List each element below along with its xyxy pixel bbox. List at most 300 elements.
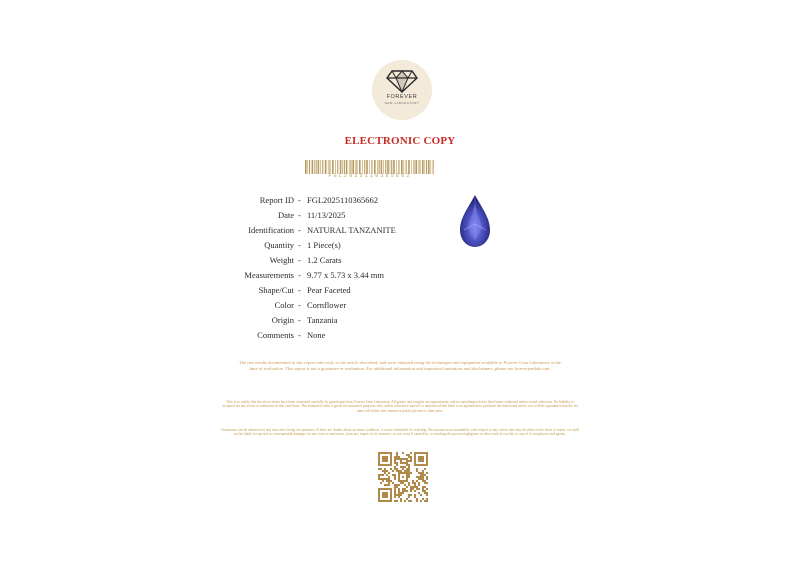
barcode-bar: [316, 160, 317, 174]
qr-module: [384, 478, 386, 480]
label-shape-cut: Shape/Cut: [258, 285, 294, 295]
separator: -: [298, 240, 301, 250]
qr-module: [422, 490, 424, 492]
barcode-bar: [328, 160, 329, 174]
value-measurements: 9.77 x 5.73 x 3.44 mm: [307, 270, 384, 280]
barcode-bar: [377, 160, 378, 174]
qr-module: [400, 492, 402, 494]
label-color: Color: [274, 300, 294, 310]
qr-module: [414, 486, 416, 488]
qr-module: [406, 454, 408, 456]
row-weight: [200, 255, 460, 270]
qr-module: [390, 480, 392, 482]
qr-module: [394, 474, 396, 476]
row-shape-cut: [200, 285, 460, 300]
barcode-bar: [431, 160, 432, 174]
qr-module: [396, 494, 398, 496]
qr-module: [420, 474, 422, 476]
qr-module: [400, 498, 402, 500]
qr-module: [414, 494, 416, 496]
qr-module: [420, 500, 422, 502]
row-origin: [200, 315, 460, 330]
qr-module: [384, 472, 386, 474]
qr-module: [408, 472, 410, 474]
row-report-id: [200, 195, 460, 210]
qr-module: [408, 482, 410, 484]
barcode-bar: [346, 160, 348, 174]
barcode-bar: [419, 160, 420, 174]
barcode-bar: [390, 160, 391, 174]
barcode-bar: [401, 160, 403, 174]
barcode-bar: [393, 160, 395, 174]
barcode-bar: [383, 160, 384, 174]
qr-module: [398, 458, 400, 460]
disclaimer-liability: Gemstones can be enhanced at any time after living our premises. If there are doubts about an items condition, it can be submitted for retesting. We assume no accountability with respect to any action that may be taken on the basis of report, we shall not be liable for special or consequential damages for any error or omissions, from any report for its issuance, or use, even if caused by, or resulting the proven negligence or other fault of our lab, or any of its employees and agents.: [220, 428, 580, 437]
qr-module: [418, 482, 420, 484]
qr-module: [402, 476, 404, 478]
label-comments: Comments: [257, 330, 294, 340]
qr-module: [404, 500, 406, 502]
qr-module: [404, 466, 406, 468]
qr-module: [382, 480, 384, 482]
barcode-bar: [335, 160, 336, 174]
barcode-bar: [396, 160, 397, 174]
barcode-bar: [320, 160, 321, 174]
qr-module: [408, 494, 410, 496]
qr-module: [408, 500, 410, 502]
qr-module: [416, 486, 418, 488]
qr-module: [384, 470, 386, 472]
qr-module: [382, 456, 388, 462]
qr-module: [396, 454, 398, 456]
qr-module: [402, 482, 404, 484]
qr-module: [396, 484, 398, 486]
qr-module: [388, 482, 390, 484]
qr-module: [400, 466, 402, 468]
qr-module: [416, 476, 418, 478]
qr-module: [410, 490, 412, 492]
barcode-bar: [337, 160, 338, 174]
qr-module: [410, 472, 412, 474]
qr-module: [402, 468, 404, 470]
qr-module: [396, 464, 398, 466]
qr-module: [382, 470, 384, 472]
qr-module: [408, 454, 410, 456]
barcode-bar: [413, 160, 414, 174]
qr-module: [380, 478, 382, 480]
qr-module: [384, 484, 386, 486]
qr-module: [388, 480, 390, 482]
qr-module: [406, 468, 408, 470]
qr-module: [410, 456, 412, 458]
qr-module: [402, 490, 404, 492]
barcode-bar: [425, 160, 426, 174]
qr-module: [406, 486, 408, 488]
qr-module: [394, 478, 396, 480]
value-shape-cut: Pear Faceted: [307, 285, 351, 295]
qr-module: [408, 464, 410, 466]
disclaimer-certification: This is to certify that the above items have been examined carefully by gemologist from Forever Gem Laboratory. All grades and weights are approximate, and no metallurgical tests have been conducted unless stated otherwise. No liability is accepted for any errors or omissions in this certificate. The estimated value is given for insurance purposes only, unless otherwise stated it is understood that there is an agreement to purchase the item listed above, nor will be a guarantee that the set item will realize this amount at public private or other sales.: [222, 400, 578, 413]
label-date: Date: [277, 210, 294, 220]
barcode-text: FGL2025110365662: [328, 173, 412, 179]
qr-module: [396, 456, 398, 458]
qr-module: [412, 480, 414, 482]
qr-module: [404, 458, 406, 460]
qr-module: [402, 488, 404, 490]
disclaimer-results: The test results documented in this report refer only to the article described, and were obtained using the techniques and equipment available to Forever Gem Laboratory at the time of evaluation. This report is not a guarantee or evaluation. For additional information and important limitations and disclaimers, please see foreverjemlab.com.: [239, 360, 561, 371]
value-report-id: FGL2025110365662: [307, 195, 378, 205]
qr-module: [408, 474, 410, 476]
qr-module: [418, 492, 420, 494]
qr-module: [396, 470, 398, 472]
qr-module: [422, 478, 424, 480]
qr-module: [388, 476, 390, 478]
barcode-bar: [415, 160, 417, 174]
qr-module: [410, 452, 412, 454]
qr-module: [386, 480, 388, 482]
qr-module: [398, 488, 400, 490]
lab-logo: [372, 60, 432, 120]
qr-module: [422, 488, 424, 490]
qr-module: [394, 458, 396, 460]
qr-module: [424, 490, 426, 492]
barcode-bar: [349, 160, 350, 174]
qr-module: [386, 478, 388, 480]
value-weight: 1.2 Carats: [307, 255, 342, 265]
qr-module: [416, 498, 418, 500]
barcode-bar: [374, 160, 376, 174]
tanzanite-pear-gem-icon: [458, 194, 492, 248]
qr-module: [394, 492, 396, 494]
value-comments: None: [307, 330, 326, 340]
qr-module: [410, 500, 412, 502]
separator: -: [298, 330, 301, 340]
qr-module: [422, 474, 424, 476]
qr-module: [414, 490, 416, 492]
qr-module: [394, 488, 396, 490]
qr-module: [408, 466, 410, 468]
qr-module: [416, 480, 418, 482]
barcode-bar: [344, 160, 345, 174]
barcode-bar: [342, 160, 343, 174]
separator: -: [298, 255, 301, 265]
barcode-bar: [308, 160, 309, 174]
barcode-bar: [364, 160, 365, 174]
qr-module: [416, 500, 418, 502]
qr-module: [410, 460, 412, 462]
qr-module: [380, 468, 382, 470]
qr-module: [424, 474, 426, 476]
qr-module: [394, 494, 396, 496]
value-quantity: 1 Piece(s): [307, 240, 341, 250]
qr-module: [392, 470, 394, 472]
qr-module: [406, 458, 408, 460]
qr-module: [396, 458, 398, 460]
qr-module: [394, 484, 396, 486]
qr-module: [392, 482, 394, 484]
qr-module: [398, 490, 400, 492]
qr-module: [378, 478, 380, 480]
qr-module: [424, 492, 426, 494]
qr-module: [394, 460, 396, 462]
barcode-bar: [325, 160, 327, 174]
barcode-bar: [422, 160, 424, 174]
qr-module: [406, 490, 408, 492]
qr-module: [394, 476, 396, 478]
barcode-bar: [305, 160, 307, 174]
qr-module: [382, 478, 384, 480]
qr-module: [400, 500, 402, 502]
qr-module: [380, 482, 382, 484]
logo-subtitle: GEM LABORATORY: [384, 101, 420, 105]
qr-module: [400, 470, 402, 472]
barcode-bar: [369, 160, 370, 174]
qr-module: [400, 460, 402, 462]
barcode-bar: [408, 160, 410, 174]
qr-module: [406, 498, 408, 500]
qr-module: [388, 472, 390, 474]
qr-module: [414, 482, 416, 484]
separator: -: [298, 300, 301, 310]
qr-module: [404, 484, 406, 486]
qr-code-icon[interactable]: [378, 452, 428, 502]
qr-module: [400, 482, 402, 484]
qr-module: [410, 486, 412, 488]
barcode-bar: [322, 160, 323, 174]
barcode-bar: [391, 160, 392, 174]
qr-module: [398, 496, 400, 498]
qr-module: [378, 474, 380, 476]
qr-module: [412, 488, 414, 490]
qr-module: [420, 476, 422, 478]
qr-module: [408, 460, 410, 462]
qr-module: [394, 456, 396, 458]
qr-module: [394, 490, 396, 492]
barcode-bar: [406, 160, 407, 174]
qr-module: [406, 462, 408, 464]
qr-module: [406, 470, 408, 472]
qr-module: [380, 474, 382, 476]
qr-module: [400, 462, 402, 464]
qr-module: [394, 468, 396, 470]
barcode-bar: [426, 160, 427, 174]
qr-module: [408, 456, 410, 458]
qr-module: [420, 478, 422, 480]
qr-module: [422, 476, 424, 478]
barcode-bar: [359, 160, 361, 174]
label-weight: Weight: [269, 255, 294, 265]
qr-module: [388, 484, 390, 486]
qr-module: [396, 462, 398, 464]
row-comments: [200, 330, 460, 345]
qr-module: [402, 492, 404, 494]
qr-module: [426, 482, 428, 484]
qr-module: [426, 476, 428, 478]
qr-module: [426, 492, 428, 494]
qr-module: [388, 478, 390, 480]
qr-module: [402, 452, 404, 454]
qr-module: [398, 492, 400, 494]
qr-module: [422, 498, 424, 500]
qr-module: [418, 472, 420, 474]
barcode-bar: [312, 160, 314, 174]
barcode-bar: [352, 160, 354, 174]
qr-module: [416, 488, 418, 490]
qr-module: [418, 456, 424, 462]
value-date: 11/13/2025: [307, 210, 346, 220]
qr-module: [386, 484, 388, 486]
qr-module: [386, 470, 388, 472]
qr-module: [418, 488, 420, 490]
barcode-bar: [350, 160, 351, 174]
separator: -: [298, 210, 301, 220]
qr-module: [410, 494, 412, 496]
qr-module: [426, 494, 428, 496]
barcode-bar: [355, 160, 356, 174]
qr-module: [408, 468, 410, 470]
barcode-bar: [381, 160, 383, 174]
barcode-bar: [356, 160, 357, 174]
qr-module: [404, 470, 406, 472]
qr-module: [410, 458, 412, 460]
qr-module: [416, 470, 418, 472]
diamond-icon: [386, 69, 418, 93]
barcode-bar: [332, 160, 334, 174]
qr-module: [412, 482, 414, 484]
qr-module: [378, 476, 380, 478]
qr-module: [394, 466, 396, 468]
qr-module: [408, 484, 410, 486]
separator: -: [298, 225, 301, 235]
qr-module: [386, 474, 388, 476]
qr-module: [406, 464, 408, 466]
qr-module: [426, 498, 428, 500]
barcode-bar: [404, 160, 405, 174]
qr-module: [420, 494, 422, 496]
qr-module: [398, 484, 400, 486]
qr-module: [396, 452, 398, 454]
barcode-bar: [362, 160, 363, 174]
barcode-bar: [433, 160, 434, 174]
qr-module: [394, 500, 396, 502]
qr-module: [424, 486, 426, 488]
separator: -: [298, 270, 301, 280]
qr-module: [396, 500, 398, 502]
qr-module: [402, 462, 404, 464]
qr-module: [378, 468, 380, 470]
barcode: [305, 160, 435, 174]
qr-module: [422, 480, 424, 482]
logo-brand: FOREVER: [386, 94, 418, 100]
qr-module: [392, 474, 394, 476]
qr-module: [418, 484, 420, 486]
label-origin: Origin: [271, 315, 294, 325]
qr-module: [396, 468, 398, 470]
qr-module: [394, 462, 396, 464]
barcode-bar: [340, 160, 342, 174]
qr-module: [410, 488, 412, 490]
qr-module: [420, 472, 422, 474]
qr-module: [408, 470, 410, 472]
label-report-id: Report ID: [259, 195, 294, 205]
row-measurements: [200, 270, 460, 285]
qr-module: [424, 482, 426, 484]
qr-module: [422, 472, 424, 474]
page-title: ELECTRONIC COPY: [344, 135, 456, 147]
qr-module: [390, 468, 392, 470]
qr-module: [398, 494, 400, 496]
row-quantity: [200, 240, 460, 255]
qr-module: [406, 460, 408, 462]
qr-module: [394, 496, 396, 498]
qr-module: [424, 500, 426, 502]
qr-module: [408, 496, 410, 498]
qr-module: [396, 486, 398, 488]
label-quantity: Quantity: [264, 240, 294, 250]
barcode-bar: [371, 160, 372, 174]
qr-module: [426, 500, 428, 502]
qr-module: [412, 486, 414, 488]
barcode-bar: [411, 160, 412, 174]
value-origin: Tanzania: [307, 315, 338, 325]
value-color: Cornflower: [307, 300, 347, 310]
value-identification: NATURAL TANZANITE: [307, 225, 396, 235]
qr-module: [414, 484, 416, 486]
barcode-bar: [366, 160, 368, 174]
qr-module: [402, 458, 404, 460]
barcode-bar: [379, 160, 380, 174]
qr-module: [424, 480, 426, 482]
qr-module: [400, 458, 402, 460]
qr-module: [398, 456, 400, 458]
qr-module: [382, 474, 384, 476]
qr-module: [384, 468, 386, 470]
qr-module: [414, 496, 416, 498]
label-measurements: Measurements: [244, 270, 294, 280]
barcode-bar: [428, 160, 430, 174]
qr-module: [416, 468, 418, 470]
qr-module: [402, 466, 404, 468]
separator: -: [298, 285, 301, 295]
label-identification: Identification: [248, 225, 294, 235]
separator: -: [298, 315, 301, 325]
barcode-bar: [418, 160, 419, 174]
qr-module: [394, 486, 396, 488]
barcode-bar: [329, 160, 330, 174]
row-date: [200, 210, 460, 225]
barcode-bar: [309, 160, 310, 174]
qr-module: [426, 478, 428, 480]
qr-module: [422, 470, 424, 472]
barcode-bar: [314, 160, 315, 174]
qr-module: [418, 476, 420, 478]
separator: -: [298, 195, 301, 205]
qr-module: [424, 468, 426, 470]
qr-module: [426, 472, 428, 474]
qr-module: [408, 476, 410, 478]
barcode-bar: [318, 160, 320, 174]
qr-module: [426, 488, 428, 490]
row-color: [200, 300, 460, 315]
barcode-bar: [387, 160, 389, 174]
row-identification: [200, 225, 460, 240]
qr-module: [404, 488, 406, 490]
qr-module: [382, 492, 388, 498]
barcode-bar: [385, 160, 386, 174]
qr-module: [398, 470, 400, 472]
qr-module: [404, 490, 406, 492]
qr-module: [422, 486, 424, 488]
